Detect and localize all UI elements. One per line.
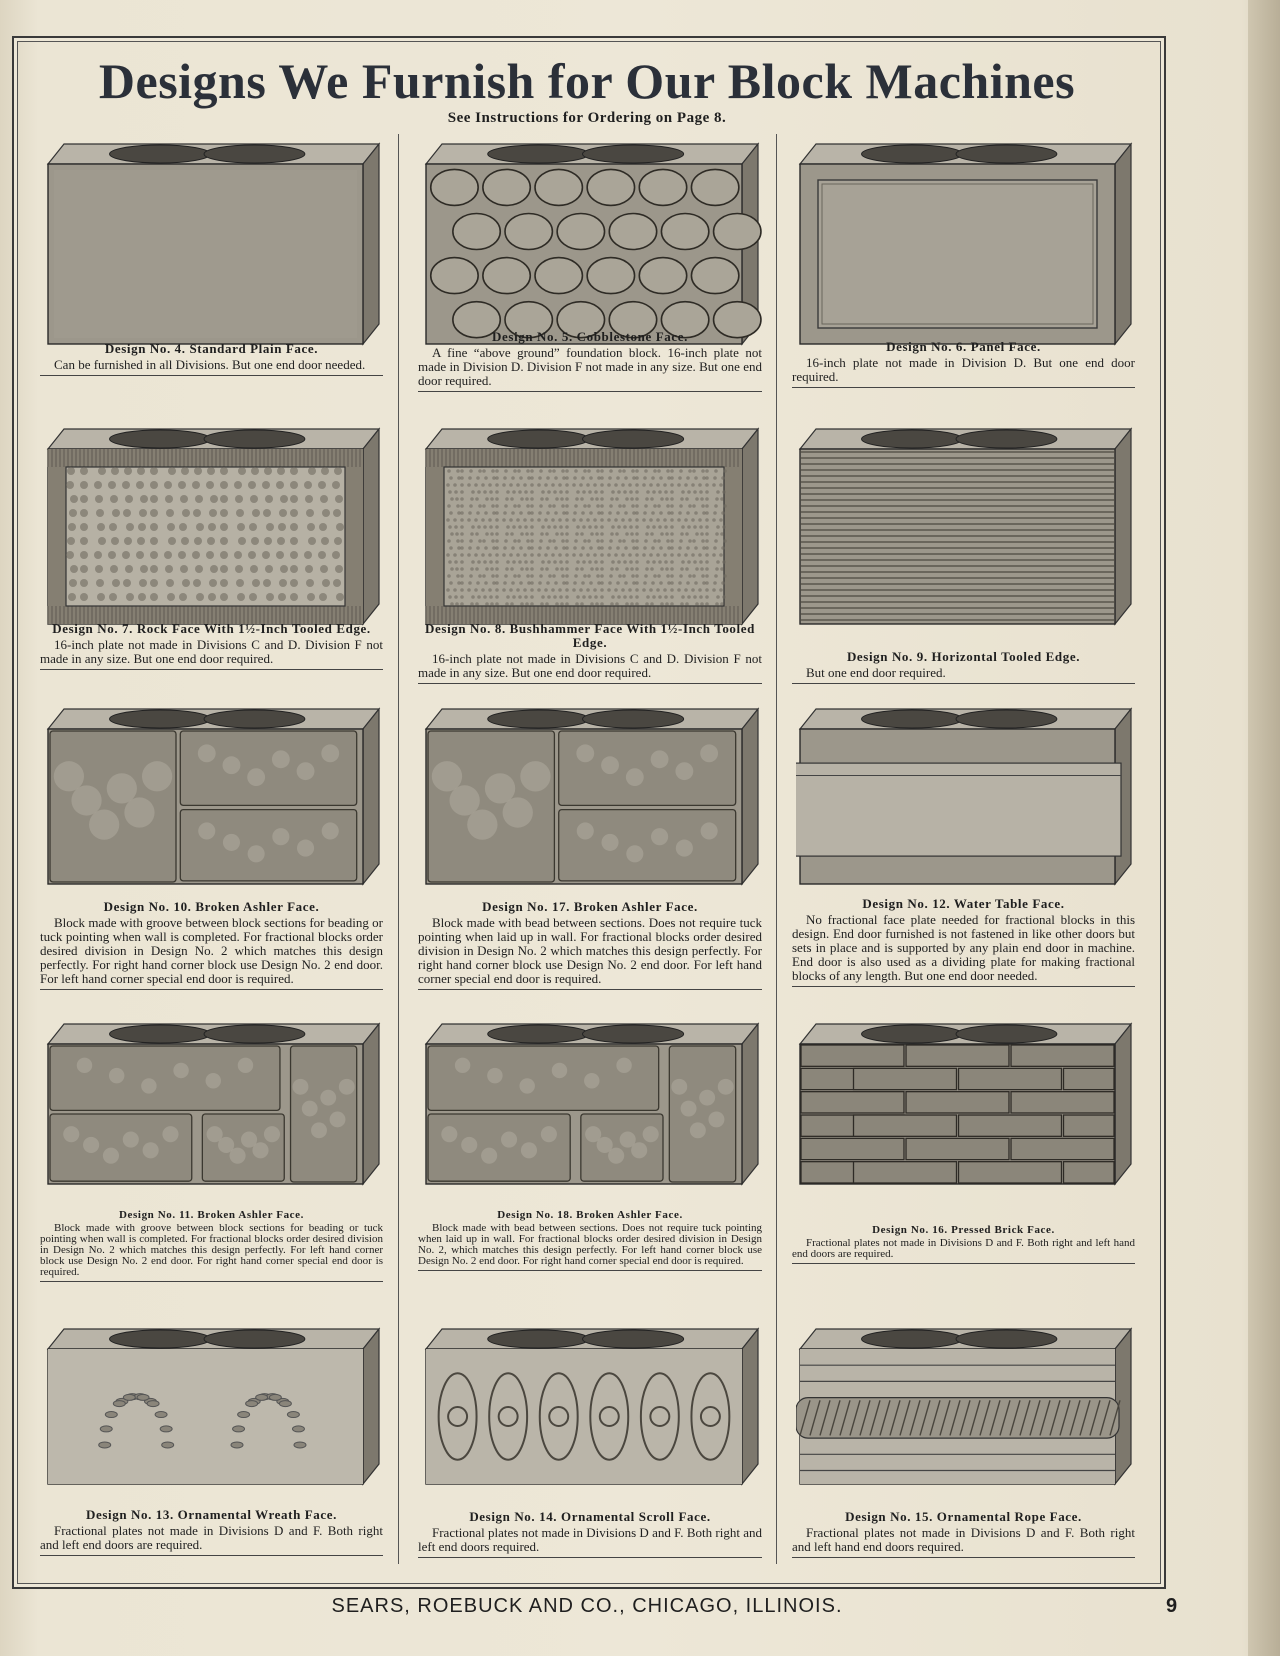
wreath-block-image: [44, 1325, 385, 1490]
design-title: Design No. 15. Ornamental Rope Face.: [845, 1509, 1082, 1524]
design-title: Design No. 4. Standard Plain Face.: [104, 341, 319, 356]
design-description: Fractional plates not made in Divisions D and F. Both right and left end doors are required.: [40, 1523, 383, 1552]
design-caption: [792, 1510, 1135, 1558]
design-caption: [418, 1510, 762, 1558]
design-description: But one end door required.: [806, 665, 946, 680]
design-caption: [418, 330, 762, 392]
broken-ashler-three-block-image: [44, 1020, 385, 1190]
water-table-block-image: [796, 705, 1137, 890]
column-divider: [776, 134, 777, 1564]
plain-block-image: [44, 140, 385, 350]
design-title: Design No. 5. Cobblestone Face.: [492, 329, 688, 344]
design-description: Fractional plates not made in Divisions D and F. Both right and left end doors required.: [418, 1525, 762, 1554]
broken-ashler-block-image: [44, 705, 385, 890]
design-caption: [40, 342, 383, 376]
column-divider: [398, 134, 399, 1564]
design-caption: [418, 1210, 762, 1271]
design-title: Design No. 17. Broken Ashler Face.: [482, 899, 698, 914]
rock-block-image: [44, 425, 385, 630]
design-description: No fractional face plate needed for fractional blocks in this design. End door furnished is not fastened in like other doors but sets in place and is supported by any plain end door in machine. End door is also used as a dividing plate for making fractional blocks of any length. But one end door needed.: [792, 912, 1135, 983]
page-number: 9: [1166, 1595, 1178, 1617]
design-caption: [40, 622, 383, 670]
design-description: A fine “above ground” foundation block. 16-inch plate not made in Division D. Division F not made in any size. But one end door required.: [418, 345, 762, 388]
design-title: Design No. 9. Horizontal Tooled Edge.: [846, 649, 1081, 664]
design-description: Block made with bead between sections. Does not require tuck pointing when laid up in wall. For fractional blocks order desired division in Design No. 2, which matches this design perfectly. For left hand corner block use Design No. 2 end door. For right hand corner special end door is required.: [418, 1222, 762, 1267]
design-title: Design No. 18. Broken Ashler Face.: [497, 1209, 683, 1221]
design-description: 16-inch plate not made in Divisions C and D. Division F not made in any size. But one end door required.: [418, 651, 762, 680]
design-description: Block made with groove between block sections for beading or tuck pointing when wall is completed. For fractional blocks order desired division in Design No. 2 which matches this design perfectly. For right hand corner block use Design No. 2 end door. For left hand corner special end door is required.: [40, 915, 383, 986]
design-title: Design No. 8. Bushhammer Face With 1½-Inch Tooled Edge.: [425, 621, 755, 650]
page-subtitle: See Instructions for Ordering on Page 8.: [447, 110, 727, 126]
design-description: Can be furnished in all Divisions. But one end door needed.: [54, 357, 366, 372]
pressed-brick-block-image: [796, 1020, 1137, 1190]
rope-block-image: [796, 1325, 1137, 1490]
design-title: Design No. 11. Broken Ashler Face.: [119, 1209, 304, 1221]
broken-ashler-three-block-image: [422, 1020, 764, 1190]
design-caption: [792, 340, 1135, 388]
design-caption: [792, 897, 1135, 987]
page-title: Designs We Furnish for Our Block Machines: [98, 53, 1076, 109]
design-title: Design No. 16. Pressed Brick Face.: [872, 1224, 1055, 1236]
cobblestone-block-image: [422, 140, 764, 350]
binding-edge: [1248, 0, 1280, 1656]
bushhammer-block-image: [422, 425, 764, 630]
panel-block-image: [796, 140, 1137, 350]
design-description: Block made with groove between block sections for beading or tuck pointing when wall is completed. For fractional blocks order desired division in Design No. 2 which matches this design perfectly. For left hand corner block use Design No. 2 end door. For right hand corner special end door is required.: [40, 1222, 383, 1278]
broken-ashler-block-image: [422, 705, 764, 890]
design-caption: [40, 900, 383, 990]
design-title: Design No. 6. Panel Face.: [886, 339, 1041, 354]
page-footer: SEARS, ROEBUCK AND CO., CHICAGO, ILLINOIS.: [331, 1595, 843, 1617]
design-caption: [40, 1508, 383, 1556]
design-title: Design No. 10. Broken Ashler Face.: [103, 899, 320, 914]
design-title: Design No. 12. Water Table Face.: [862, 896, 1065, 911]
design-description: Block made with bead between sections. Does not require tuck pointing when laid up in wall. For fractional blocks order desired division in Design No. 2 which matches this design perfectly. For right hand corner block use Design No. 2 end door. For left hand corner special end door is required.: [418, 915, 762, 986]
design-caption: [40, 1210, 383, 1282]
design-description: Fractional plates not made in Divisions D and F. Both right and left hand end doors are required.: [792, 1237, 1135, 1260]
design-caption: [418, 900, 762, 990]
design-caption: [792, 1225, 1135, 1264]
horizontal-tooled-block-image: [796, 425, 1137, 630]
design-description: 16-inch plate not made in Divisions C and D. Division F not made in any size. But one end door required.: [40, 637, 383, 666]
design-caption: [418, 622, 762, 684]
design-title: Design No. 7. Rock Face With 1½-Inch Tooled Edge.: [52, 621, 371, 636]
scroll-block-image: [422, 1325, 764, 1490]
design-caption: [792, 650, 1135, 684]
design-title: Design No. 14. Ornamental Scroll Face.: [469, 1509, 711, 1524]
design-description: 16-inch plate not made in Division D. But one end door required.: [792, 355, 1135, 384]
design-title: Design No. 13. Ornamental Wreath Face.: [85, 1507, 337, 1522]
design-description: Fractional plates not made in Divisions D and F. Both right and left hand end doors required.: [792, 1525, 1135, 1554]
